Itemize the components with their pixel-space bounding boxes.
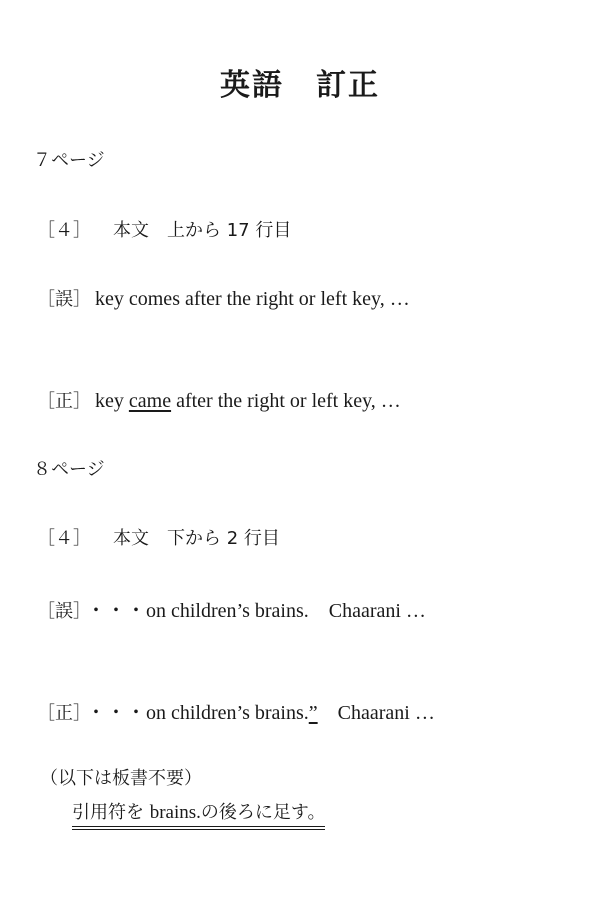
correct-tag: ［正］ xyxy=(37,703,82,724)
correct-text-before: ・・・on children’s brains. xyxy=(86,702,309,724)
correct-text xyxy=(95,390,401,412)
location-text: 本文 下から 2 行目 xyxy=(113,528,280,549)
wrong-text: ・・・on children’s brains. Chaarani … xyxy=(86,600,426,622)
location-line xyxy=(37,216,291,242)
note-instruction xyxy=(72,798,325,830)
location-text: 本文 上から 17 行目 xyxy=(113,220,292,241)
wrong-line xyxy=(37,285,410,311)
correct-text-before: key xyxy=(95,390,129,412)
note-text-after: の後ろに足す。 xyxy=(200,802,326,823)
page-title: 英語 訂正 xyxy=(220,68,380,103)
correct-tag: ［正］ xyxy=(37,391,91,412)
wrong-tag: ［誤］ xyxy=(37,289,91,310)
wrong-text: key comes after the right or left key, … xyxy=(95,288,410,310)
note-heading: （以下は板書不要） xyxy=(40,768,202,789)
correct-line xyxy=(37,387,401,413)
correct-line xyxy=(37,696,435,725)
wrong-line xyxy=(37,594,426,623)
correct-text-after: Chaarani … xyxy=(317,702,435,724)
paragraph-number: ［４］ xyxy=(37,220,91,241)
correct-text xyxy=(86,702,435,724)
wrong-tag: ［誤］ xyxy=(37,601,82,622)
location-line xyxy=(37,524,280,550)
correction-underlined: ” xyxy=(308,702,318,724)
page-number-label: ７ページ xyxy=(33,150,105,171)
note-text-en: brains. xyxy=(149,802,201,823)
page-number-label: ８ページ xyxy=(33,459,105,480)
correct-text-after: after the right or left key, … xyxy=(171,390,401,412)
correction-underlined: came xyxy=(128,390,172,412)
note-text-before: 引用符を xyxy=(72,802,150,823)
paragraph-number: ［４］ xyxy=(37,528,91,549)
